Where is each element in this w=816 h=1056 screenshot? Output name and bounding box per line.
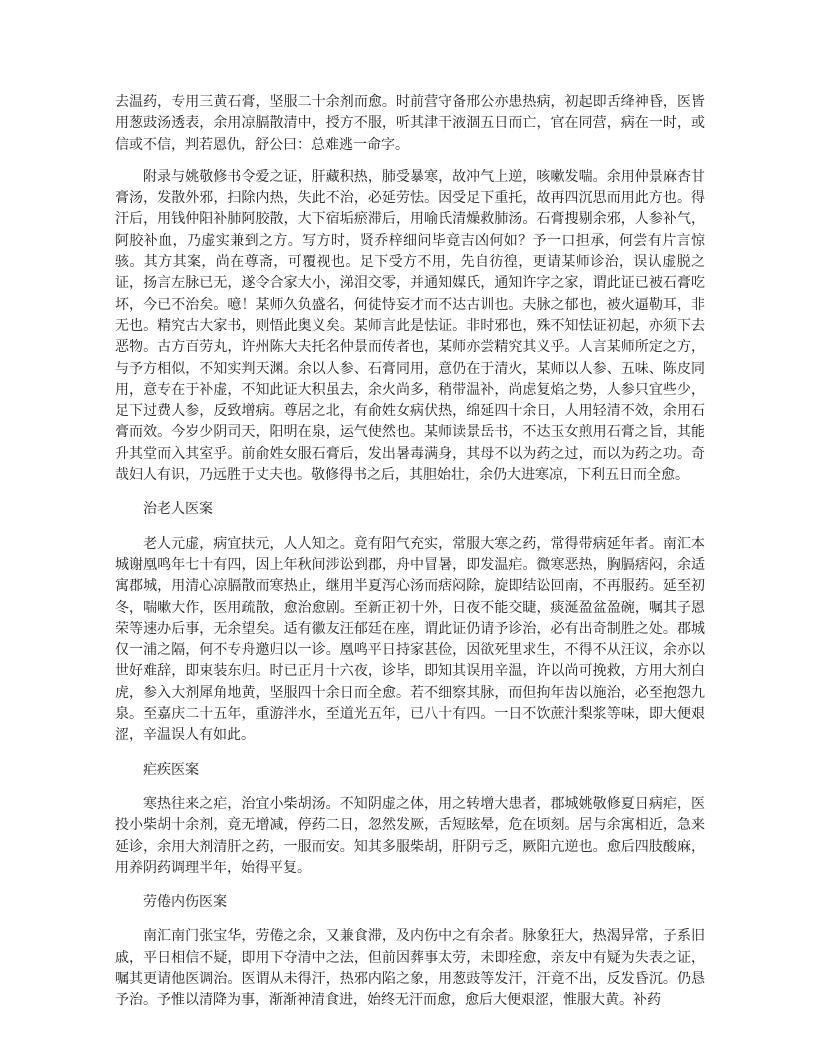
paragraph-elderly-case: 老人元虚，病宜扶元，人人知之。竟有阳气充实，常服大寒之药，常得带病延年者。南汇本城谢凰鸣年七十有四，因上年秋间涉讼到郡，舟中冒暑，即发温疟。微寒恶热，胸膈痞闷，余适寓郡城，用清心凉膈散而寒热止，继用半夏泻心汤而痞闷除，旋即结讼回南，不再服药。延至初冬，喘嗽大作，医用疏散，愈治愈剧。至新正初十外，日夜不能交睫，痰涎盈盆盈碗，嘱其子恩荣等速办后事，无余望矣。适有徽友汪郁廷在座，谓此证仍请予诊治，必有出奇制胜之处。郡城仅一浦之隔，何不专舟邀归以一诊。凰鸣平日持家甚俭，因欲死里求生，不得不从汪议，余亦以世好难辞，即束装东归。时已正月十六夜，诊毕，即知其误用辛温，许以尚可挽救，方用大剂白虎，参入大剂犀角地黄，坚服四十余日而全愈。若不细察其脉，而但拘年齿以施治，必至抱怨九泉。至嘉庆二十五年，重游泮水，至道光五年，已八十有四。一日不饮蔗汁梨浆等味，即大便艰涩，辛温误人有如此。 — [115, 536, 705, 744]
section-heading-elderly-cases: 治老人医案 — [143, 502, 213, 518]
section-heading-malaria-cases: 疟疾医案 — [143, 762, 199, 778]
paragraph-appendix-letter: 附录与姚敬修书令爱之证，肝藏积热，肺受暴寒，故冲气上逆，咳嗽发喘。余用仲景麻杏甘膏汤，发散外邪，扫除内热，失此不治，必延劳怯。因受足下重托，故再四沉思而用此方也。得汗后，用钱仲阳补肺阿胶散，大下宿垢瘀滞后，用喻氏清燥救肺汤。石膏搜剔余邪，人参补气，阿胶补血，乃虚实兼到之方。写方时，贤乔梓细问毕竟吉凶何如？予一口担承，何尝有片言惊骇。其方其案，尚在尊斋，可覆视也。足下受方不用，先自彷徨，更请某师诊治，误认虚脱之证，扬言左脉已无，遂令合家大小，涕泪交零，并通知媒氏，通知许字之家，谓此证已被石膏吃坏，今已不治矣。噫！某师久负盛名，何徒恃妄才而不达古训也。夫脉之郁也，被火逼勒耳，非无也。精究古大家书，则悟此奥义矣。某师言此是怯证。非时邪也，殊不知怯证初起，亦须下去恶物。古方百劳丸，许州陈大夫托名仲景而传者也，某师亦尝精究其义乎。人言某师所定之方，与予方相似，不知实判天渊。余以人参、石膏同用，意仍在于清火，某师以人参、五味、陈皮同用，意专在于补虚，不知此证大积虽去，余火尚多，稍带温补，尚虑复焰之势，人参只宜些少，足下过费人参，反致增病。尊居之北，有俞姓女病伏热，绵延四十余日，人用轻清不效，余用石膏而效。今岁少阴司天，阳明在泉，运气使然也。某师读景岳书，不达玉女煎用石膏之旨，其能升其堂而入其室乎。前俞姓女服石膏后，发出暑毒满身，其母不以为药之过，而以为药之功。奇哉妇人有识，乃远胜于丈夫也。敬修得书之后，其胆始壮，余仍大进寒凉，下利五日而全愈。 — [115, 169, 705, 484]
paragraph-continuation: 去温药，专用三黄石膏，坚服二十余剂而愈。时前营守备邢公亦患热病，初起即舌绛神昏，医皆用葱豉汤透表，余用凉膈散清中，授方不服，听其津干液涸五日而亡，官在同营，病在一时，或信或不信，判若恩仇，舒公曰：总难逃一命字。 — [115, 95, 705, 153]
section-heading-fatigue-internal-injury-cases: 劳倦内伤医案 — [143, 895, 227, 911]
paragraph-malaria-case: 寒热往来之疟，治宜小柴胡汤。不知阴虚之体，用之转增大患者，郡城姚敬修夏日病疟，医投小柴胡十余剂，竟无增减，停药二日，忽然发厥，舌短眩晕，危在顷刻。居与余寓相近，急来延诊，余用大剂清肝之药，一服而安。知其多服柴胡，肝阴亏乏，厥阳亢逆也。愈后四肢酸麻，用养阴药调理半年，始得平复。 — [115, 796, 705, 876]
paragraph-fatigue-case: 南汇南门张宝华，劳倦之余，又兼食滞，及内伤中之有余者。脉象狂大，热渴异常，子系旧戚，平日相信不疑，即用下夺清中之法，但前因葬事太劳，未即痊愈，亲友中有疑为失表之证，嘱其更请他医调治。医谓从未得汗，热邪内陷之象，用葱豉等发汗，汗竟不出，反发昏沉。仍恳予治。予惟以清降为事，渐渐神清食进，始终无汗而愈，愈后大便艰涩，惟服大黄。补药 — [115, 929, 705, 1009]
